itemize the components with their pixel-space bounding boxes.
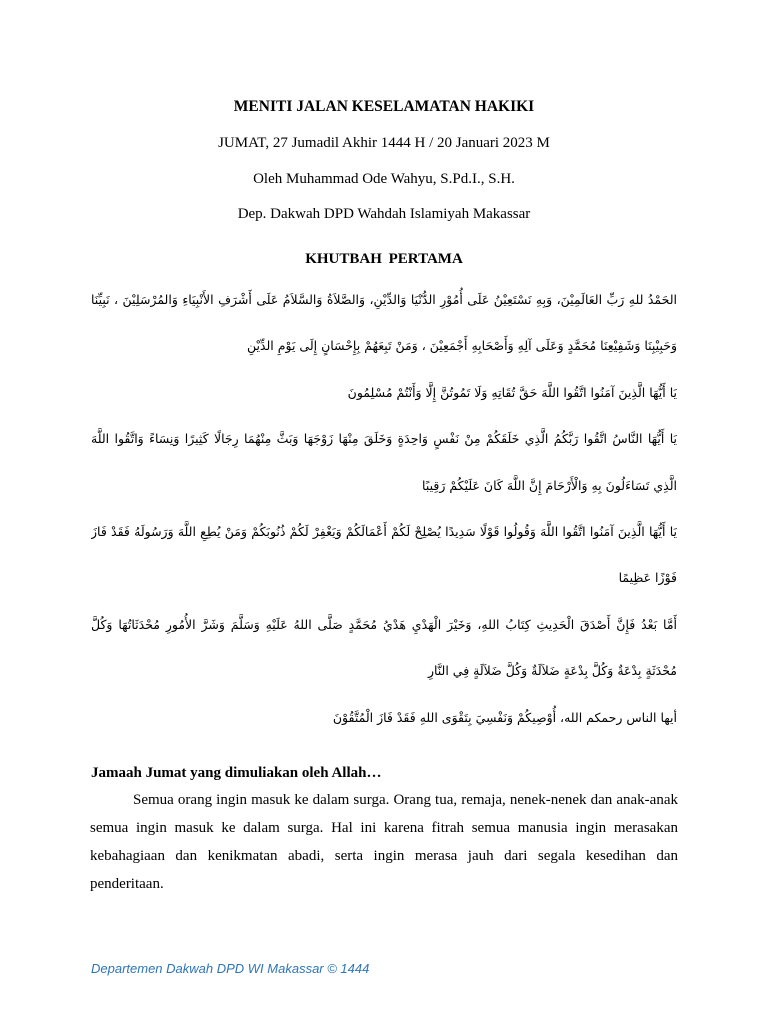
- arabic-line-text: فَوْزًا عَظِيمًا: [618, 570, 677, 586]
- arabic-line-text: يَا أَيُّهَا النَّاسُ اتَّقُوا رَبَّكُمُ الَّذِي خَلَقَكُمْ مِنْ نَفْسٍ وَاحِدَةٍ وَخَلَقَ مِنْهَا زَوْجَهَا وَبَثَّ مِنْهُمَا رِجَالًا كَثِيرًا وَنِسَاءً وَاتَّقُوا اللَّهَ: [91, 431, 677, 447]
- congregation-greeting: Jamaah Jumat yang dimuliakan oleh Allah…: [91, 765, 382, 781]
- arabic-line: [91, 416, 677, 462]
- arabic-line-text: مُحْدَثَةٍ بِدْعَةٌ وَكُلَّ بِدْعَةٍ ضَلاَلَةٌ وَكُلَّ ضَلاَلَةٍ فِي النَّارِ: [427, 663, 677, 679]
- arabic-line: [91, 370, 677, 416]
- arabic-line: [91, 277, 677, 323]
- arabic-line-text: يَا أَيُّهَا الَّذِينَ آمَنُوا اتَّقُوا اللَّهَ حَقَّ تُقَاتِهِ وَلَا تَمُوتُنَّ إِلَّا وَأَنْتُمْ مُسْلِمُونَ: [347, 384, 677, 400]
- arabic-line-text: الَّذِي تَسَاءَلُونَ بِهِ وَالْأَرْحَامَ إِنَّ اللَّهَ كَانَ عَلَيْكُمْ رَقِيبًا: [422, 477, 677, 493]
- department-line: Dep. Dakwah DPD Wahdah Islamiyah Makassar: [237, 206, 531, 222]
- arabic-line: [91, 323, 677, 369]
- arabic-line-text: أيها الناس رحمكم الله، أُوْصِيكُمْ وَنَفْسِيَ بِتَقْوَى اللهِ فَقَدْ فَازَ الْمُتَّقُوْنَ: [332, 709, 677, 725]
- arabic-line: [91, 602, 677, 648]
- arabic-line: [91, 463, 677, 509]
- body-paragraph: Semua orang ingin masuk ke dalam surga. Orang tua, remaja, nenek-nenek dan anak-anak semua ingin masuk ke dalam surga. Hal ini karena fitrah semua manusia ingin merasakan kebahagiaan dan kenikmatan abadi, serta ingin merasa jauh dari segala kesedihan dan penderitaan.: [90, 792, 678, 892]
- arabic-opening-block: [91, 277, 677, 741]
- footer-text: Departemen Dakwah DPD WI Makassar © 1444: [91, 961, 370, 976]
- arabic-line-text: وَحَبِيْبِنَا وَشَفِيْعِنَا مُحَمَّدٍ وَعَلَى آلِهِ وَأَصْحَابِهِ أَجْمَعِيْنَ ، وَمَنْ تَبِعَهُمْ بِإِحْسَانٍ إِلَى يَوْمِ الدِّيْنِ: [246, 338, 677, 354]
- arabic-line: [91, 695, 677, 741]
- arabic-line: [91, 648, 677, 694]
- section-heading: KHUTBAH PERTAMA: [305, 251, 463, 267]
- sermon-date: JUMAT, 27 Jumadil Akhir 1444 H / 20 Januari 2023 M: [218, 135, 550, 151]
- arabic-line: [91, 509, 677, 555]
- arabic-line: [91, 555, 677, 601]
- arabic-line-text: يَا أَيُّهَا الَّذِينَ آمَنُوا اتَّقُوا اللَّهَ وَقُولُوا قَوْلًا سَدِيدًا يُصْلِحْ لَكُمْ أَعْمَالَكُمْ وَيَغْفِرْ لَكُمْ ذُنُوبَكُمْ وَمَنْ يُطِعِ اللَّهَ وَرَسُولَهُ فَقَدْ فَازَ: [91, 523, 677, 539]
- document-title: MENITI JALAN KESELAMATAN HAKIKI: [233, 98, 535, 115]
- arabic-line-text: أَمَّا بَعْدُ فَإِنَّ أَصْدَقَ الْحَدِيثِ كِتَابُ اللهِ، وَخَيْرَ الْهَدْيِ هَدْيُ مُحَمَّدٍ صَلَّى اللهُ عَلَيْهِ وَسَلَّمَ وَشَرَّ الأُمُورِ مُحْدَثَاتُهَا وَكُلَّ: [91, 616, 677, 632]
- author-line: Oleh Muhammad Ode Wahyu, S.Pd.I., S.H.: [253, 171, 515, 187]
- arabic-line-text: الحَمْدُ للهِ رَبِّ العَالَمِيْنَ، وَبِهِ نَسْتَعِيْنُ عَلَى أُمُوْرِ الدُّنْيَا وَالدِّيْنِ، وَالصَّلاَةُ وَالسَّلاَمُ عَلَى أَشْرَفِ الأَنْبِيَاءِ وَالمُرْسَلِيْنَ ، نَبِيِّنَا: [91, 292, 677, 307]
